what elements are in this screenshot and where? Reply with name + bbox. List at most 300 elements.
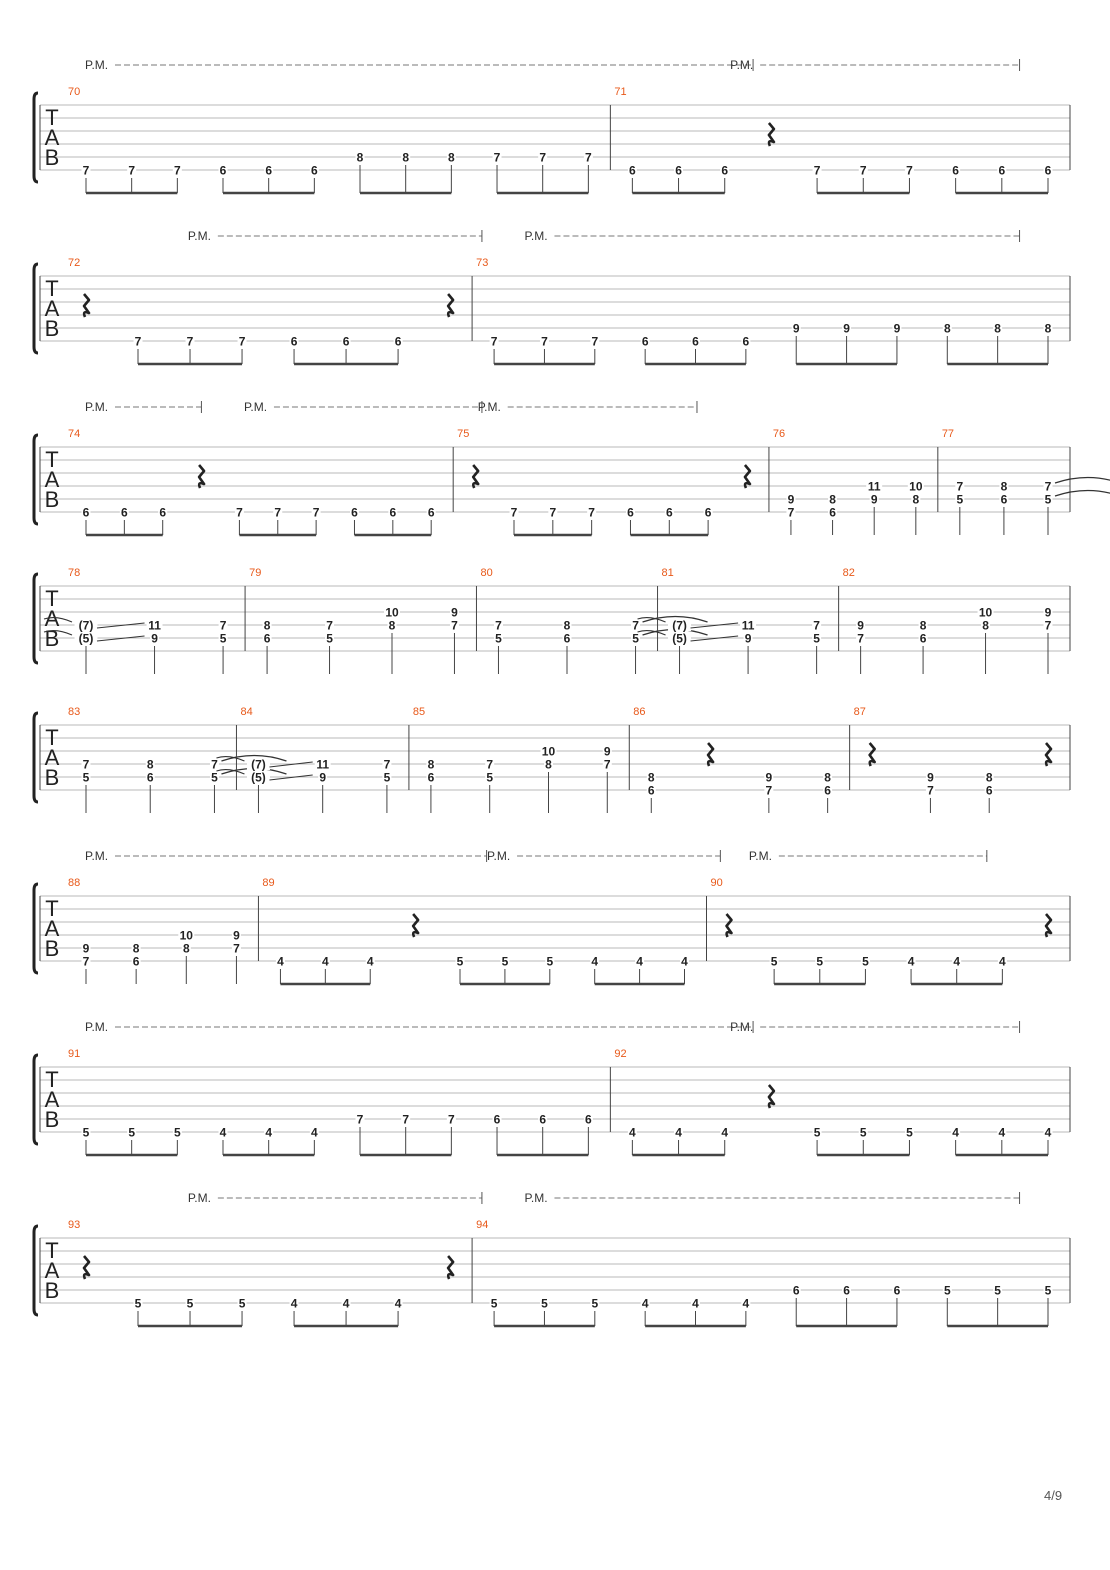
fret-number: 6 — [1000, 492, 1008, 507]
measure — [769, 428, 924, 535]
fret-number: 9 — [319, 770, 327, 785]
tab-system — [34, 1191, 1070, 1326]
note-event — [740, 619, 756, 675]
fret-number: 6 — [647, 783, 655, 798]
tab-system — [34, 1020, 1070, 1155]
note-event — [1044, 322, 1053, 365]
note-event — [82, 1126, 91, 1156]
note-event — [447, 151, 456, 194]
note-event — [770, 955, 779, 985]
note-event — [859, 164, 868, 194]
measure-number: 89 — [262, 877, 275, 889]
tab-clef-letter: T — [45, 276, 59, 301]
note-event — [587, 506, 596, 536]
measure-number: 86 — [633, 706, 646, 718]
note-event — [456, 955, 465, 985]
fret-number: 7 — [956, 479, 964, 494]
note-event — [626, 506, 635, 536]
fret-number: 6 — [351, 505, 358, 520]
fret-number: 8 — [263, 618, 271, 633]
note-event — [147, 619, 163, 675]
note-event — [892, 322, 901, 365]
fret-number: 5 — [859, 1125, 867, 1140]
fret-number: 6 — [427, 770, 435, 785]
note-event — [955, 480, 964, 536]
note-event — [815, 955, 824, 985]
note-event — [741, 1297, 750, 1327]
fret-number: 7 — [448, 1112, 455, 1127]
fret-number: 7 — [1044, 618, 1052, 633]
fret-number: 7 — [813, 163, 821, 178]
fret-number: 6 — [721, 163, 729, 178]
fret-number: 6 — [427, 505, 435, 520]
fret-number: 6 — [82, 505, 90, 520]
fret-number: 5 — [495, 631, 502, 646]
tie-arc — [1055, 491, 1110, 497]
fret-number: 4 — [277, 954, 284, 969]
fret-number: 8 — [919, 618, 927, 633]
fret-number: 9 — [787, 492, 795, 507]
system-bracket — [34, 1055, 38, 1144]
note-event — [985, 771, 994, 814]
fret-number: 9 — [603, 744, 611, 759]
fret-number: 8 — [146, 757, 154, 772]
note-event — [951, 164, 960, 194]
fret-number: 9 — [151, 631, 158, 646]
measure-number: 77 — [941, 428, 955, 440]
fret-number: 7 — [1044, 479, 1052, 494]
rest-symbol — [448, 294, 453, 317]
note-event — [1044, 606, 1053, 675]
measure — [472, 257, 1052, 364]
fret-number: 7 — [813, 618, 820, 633]
fret-number: 7 — [451, 618, 458, 633]
fret-number: 5 — [501, 954, 509, 969]
measure — [44, 567, 228, 674]
note-event — [540, 335, 549, 365]
measure-number: 83 — [68, 706, 81, 718]
fret-number: 4 — [675, 1125, 682, 1140]
note-event — [394, 335, 403, 365]
fret-number: 7 — [233, 941, 240, 956]
fret-number: 6 — [627, 505, 634, 520]
measure — [245, 567, 459, 674]
palm-mute-label: P.M. — [85, 849, 109, 863]
note-event — [704, 506, 713, 536]
measure — [68, 1219, 453, 1326]
fret-number: 8 — [985, 770, 993, 785]
fret-number: 6 — [563, 631, 571, 646]
fret-number: 7 — [490, 334, 498, 349]
fret-number: 9 — [792, 321, 800, 336]
fret-number: 4 — [907, 954, 915, 969]
fret-number: 6 — [704, 505, 712, 520]
tab-clef-letter: B — [44, 1278, 60, 1303]
rest-symbol — [84, 294, 89, 317]
fret-number: 5 — [862, 954, 869, 969]
measure-number: 78 — [68, 567, 81, 579]
fret-number: 6 — [824, 783, 831, 798]
note-event — [538, 1113, 547, 1156]
tab-clef-letter: A — [44, 1258, 60, 1283]
note-event — [173, 164, 182, 194]
fret-number: 4 — [999, 954, 1006, 969]
fret-number: 4 — [219, 1125, 227, 1140]
palm-mute-label: P.M. — [187, 229, 211, 243]
palm-mute-label: P.M. — [243, 400, 268, 414]
fret-number: 7 — [356, 1112, 364, 1127]
fret-number: 5 — [173, 1125, 181, 1140]
note-event — [1044, 1126, 1053, 1156]
fret-number: 11 — [741, 618, 755, 633]
fret-number: 7 — [549, 505, 557, 520]
note-event — [590, 955, 599, 985]
system-bracket — [34, 1226, 38, 1315]
note-event — [82, 164, 91, 194]
measure — [68, 428, 436, 535]
note-event — [998, 955, 1007, 985]
note-event — [82, 942, 91, 985]
note-event — [943, 322, 952, 365]
tab-clef-letter: T — [45, 105, 59, 130]
rest-symbol — [708, 743, 713, 766]
note-event — [493, 151, 502, 194]
fret-number: 6 — [629, 163, 636, 178]
fret-number: 6 — [132, 954, 140, 969]
fret-number: (7) — [251, 757, 266, 772]
fret-number: 9 — [765, 770, 773, 785]
tab-clef-letter: T — [45, 586, 59, 611]
fret-number: 8 — [994, 321, 1001, 336]
tab-system — [34, 567, 1070, 674]
fret-number: 8 — [1044, 321, 1052, 336]
fret-number: 5 — [813, 631, 820, 646]
fret-number: 8 — [427, 757, 435, 772]
note-event — [665, 506, 674, 536]
note-event — [674, 1126, 683, 1156]
measure-number: 90 — [710, 877, 723, 889]
measure-number: 84 — [240, 706, 253, 718]
rest-symbol — [726, 914, 731, 937]
measure — [68, 257, 453, 364]
fret-number: 6 — [1044, 163, 1052, 178]
rest-symbol — [1046, 914, 1051, 937]
fret-number: 5 — [326, 631, 333, 646]
measure — [850, 706, 1051, 813]
tab-clef-letter: B — [44, 316, 60, 341]
fret-number: 8 — [829, 492, 836, 507]
fret-number: 4 — [1044, 1125, 1052, 1140]
note-event — [173, 1126, 182, 1156]
fret-number: 5 — [632, 631, 639, 646]
fret-number: 6 — [893, 1283, 901, 1298]
note-event — [792, 1284, 801, 1327]
fret-number: 8 — [388, 618, 396, 633]
fret-number: 7 — [495, 618, 502, 633]
tab-clef-letter: T — [45, 1238, 59, 1263]
note-event — [812, 619, 821, 675]
palm-mute-label: P.M. — [730, 58, 754, 72]
note-event — [485, 758, 494, 814]
fret-number: 6 — [665, 505, 673, 520]
measure — [706, 877, 1051, 984]
fret-number: 4 — [366, 954, 374, 969]
measure — [68, 1048, 593, 1155]
fret-number: (7) — [78, 618, 94, 633]
note-event — [273, 506, 282, 536]
fret-number: 6 — [742, 334, 750, 349]
fret-number: 7 — [591, 334, 599, 349]
fret-number: 7 — [906, 163, 913, 178]
fret-number: 5 — [238, 1296, 246, 1311]
note-event — [540, 745, 556, 814]
measure-number: 75 — [457, 428, 470, 440]
note-event — [134, 1297, 143, 1327]
measure — [839, 567, 1053, 674]
fret-number: 5 — [219, 631, 227, 646]
measure-number: 93 — [68, 1219, 81, 1231]
tab-clef-letter: A — [44, 745, 60, 770]
fret-number: 9 — [1044, 605, 1052, 620]
fret-number: 7 — [312, 505, 320, 520]
fret-number: 6 — [290, 334, 298, 349]
measure — [258, 877, 689, 984]
rest-symbol — [199, 465, 204, 488]
fret-number: 6 — [493, 1112, 501, 1127]
fret-number: 5 — [456, 954, 464, 969]
fret-number: 7 — [632, 618, 639, 633]
note-event — [120, 506, 129, 536]
system-bracket — [34, 884, 38, 973]
measure — [638, 567, 822, 674]
fret-number: 11 — [867, 479, 881, 494]
note-event — [290, 1297, 299, 1327]
rest-symbol — [473, 465, 478, 488]
note-event — [792, 322, 801, 365]
note-event — [952, 955, 961, 985]
fret-number: 7 — [588, 505, 595, 520]
fret-number: 5 — [490, 1296, 498, 1311]
note-event — [993, 1284, 1002, 1327]
note-event — [680, 955, 689, 985]
note-event — [741, 335, 750, 365]
fret-number: 5 — [1044, 1283, 1052, 1298]
fret-number: 8 — [356, 150, 364, 165]
fret-number: 4 — [265, 1125, 273, 1140]
rest-symbol — [870, 743, 875, 766]
fret-number: 10 — [909, 479, 923, 494]
note-event — [342, 335, 351, 365]
fret-number: 4 — [721, 1125, 729, 1140]
fret-number: 11 — [148, 618, 161, 633]
fret-number: 9 — [744, 631, 752, 646]
note-event — [635, 955, 644, 985]
fret-number: 7 — [236, 505, 243, 520]
note-event — [563, 619, 572, 675]
fret-number: 9 — [870, 492, 878, 507]
note-event — [647, 771, 656, 814]
palm-mute-label: P.M. — [487, 849, 511, 863]
fret-number: 5 — [541, 1296, 548, 1311]
note-event — [178, 929, 194, 985]
note-event — [366, 955, 375, 985]
fret-number: (5) — [672, 631, 687, 646]
note-event — [264, 164, 273, 194]
fret-number: 5 — [383, 770, 391, 785]
fret-number: 6 — [675, 163, 682, 178]
note-event — [603, 745, 612, 814]
fret-number: 8 — [132, 941, 140, 956]
fret-number: 4 — [311, 1125, 318, 1140]
note-event — [235, 506, 244, 536]
fret-number: 5 — [211, 770, 218, 785]
note-event — [842, 1284, 851, 1327]
fret-number: 10 — [385, 605, 399, 620]
note-event — [823, 771, 832, 814]
fret-number: 7 — [274, 505, 282, 520]
note-event — [641, 335, 650, 365]
fret-number: 7 — [765, 783, 773, 798]
note-event — [401, 151, 410, 194]
note-event — [641, 1297, 650, 1327]
note-event — [132, 942, 141, 985]
tab-clef-letter: T — [45, 447, 59, 472]
fret-number: 6 — [843, 1283, 850, 1298]
system-bracket — [34, 93, 38, 182]
fret-number: (5) — [78, 631, 94, 646]
fret-number: 7 — [82, 954, 90, 969]
fret-number: 6 — [342, 334, 350, 349]
note-event — [219, 164, 228, 194]
fret-number: 5 — [591, 1296, 599, 1311]
fret-number: 7 — [82, 757, 90, 772]
note-event — [450, 606, 459, 675]
fret-number: 8 — [448, 150, 455, 165]
note-event — [238, 335, 247, 365]
note-event — [238, 1297, 247, 1327]
measure-number: 94 — [476, 1219, 489, 1231]
tie-arc — [1055, 478, 1110, 484]
fret-number: 6 — [159, 505, 167, 520]
tab-system — [34, 706, 1070, 813]
note-event — [545, 955, 554, 985]
measure — [610, 1048, 1052, 1155]
fret-number: 6 — [263, 631, 271, 646]
fret-number: 7 — [82, 163, 90, 178]
rest-symbol — [745, 465, 750, 488]
tab-clef-letter: B — [44, 765, 60, 790]
tab-clef-letter: T — [45, 896, 59, 921]
system-bracket — [34, 435, 38, 524]
note-event — [590, 335, 599, 365]
tab-clef-letter: A — [44, 916, 60, 941]
measure — [938, 428, 1110, 535]
fret-number: 7 — [238, 334, 246, 349]
measure-number: 82 — [842, 567, 855, 579]
fret-number: 7 — [486, 757, 494, 772]
tab-system — [34, 400, 1110, 535]
fret-number: 7 — [927, 783, 934, 798]
palm-mute-label: P.M. — [187, 1191, 211, 1205]
note-event — [127, 1126, 136, 1156]
tab-clef-letter: B — [44, 487, 60, 512]
note-event — [490, 1297, 499, 1327]
note-event — [1044, 1284, 1053, 1327]
note-event — [584, 151, 593, 194]
palm-mute-label: P.M. — [85, 1020, 109, 1034]
fret-number: 9 — [451, 605, 458, 620]
fret-number: 7 — [326, 618, 333, 633]
fret-number: 6 — [692, 334, 699, 349]
fret-number: 6 — [952, 163, 959, 178]
fret-number: 4 — [321, 954, 329, 969]
note-event — [264, 1126, 273, 1156]
palm-mute-label: P.M. — [748, 849, 772, 863]
measure-number: 91 — [68, 1048, 81, 1060]
note-event — [786, 493, 795, 536]
note-event — [447, 1113, 456, 1156]
fret-number: 11 — [316, 757, 330, 772]
fret-number: 5 — [906, 1125, 913, 1140]
fret-number: 7 — [134, 334, 142, 349]
note-event — [842, 322, 851, 365]
palm-mute-label: P.M. — [524, 229, 548, 243]
note-event — [859, 1126, 868, 1156]
fret-number: 8 — [647, 770, 655, 785]
fret-number: 10 — [179, 928, 193, 943]
note-event — [978, 606, 994, 675]
note-event — [856, 619, 865, 675]
measure-number: 88 — [68, 877, 81, 889]
fret-number: 7 — [787, 505, 795, 520]
fret-number: 6 — [394, 334, 402, 349]
note-event — [356, 151, 365, 194]
fret-number: 5 — [82, 770, 90, 785]
fret-number: 5 — [994, 1283, 1001, 1298]
note-event — [388, 506, 397, 536]
note-event — [82, 506, 91, 536]
measure — [216, 706, 391, 813]
note-event — [394, 1297, 403, 1327]
fret-number: 6 — [219, 163, 227, 178]
measure-number: 72 — [68, 257, 81, 269]
note-event — [905, 164, 914, 194]
fret-number: 4 — [681, 954, 688, 969]
note-event — [232, 929, 241, 985]
note-event — [216, 757, 312, 813]
palm-mute-label: P.M. — [524, 1191, 548, 1205]
fret-number: 4 — [998, 1125, 1006, 1140]
measure-number: 85 — [412, 706, 426, 718]
fret-number: 7 — [186, 334, 194, 349]
note-event — [691, 335, 700, 365]
fret-number: 4 — [641, 1296, 649, 1311]
fret-number: 5 — [486, 770, 494, 785]
fret-number: 7 — [510, 505, 518, 520]
fret-number: 6 — [539, 1112, 547, 1127]
measure-number: 76 — [772, 428, 786, 440]
fret-number: 5 — [1044, 492, 1052, 507]
tab-clef-letter: B — [44, 936, 60, 961]
note-event — [638, 618, 739, 674]
fret-number: (7) — [672, 618, 687, 633]
palm-mute-label: P.M. — [85, 400, 109, 414]
note-event — [905, 1126, 914, 1156]
measure — [68, 877, 241, 984]
measure — [409, 706, 612, 813]
note-event — [325, 619, 334, 675]
fret-number: 4 — [591, 954, 599, 969]
